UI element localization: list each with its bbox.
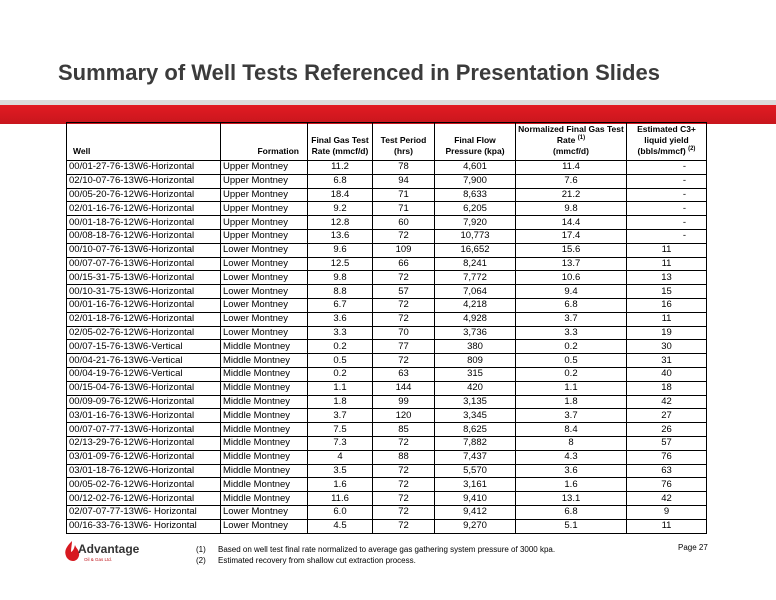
cell-well: 03/01-16-76-13W6-Horizontal [67, 409, 221, 423]
cell-c3-liquid-yield: 11 [627, 243, 707, 257]
cell-formation: Lower Montney [221, 271, 308, 285]
cell-final-flow-pressure: 8,241 [435, 257, 516, 271]
cell-test-period: 71 [373, 202, 435, 216]
header-normalized-label: Normalized Final Gas Test Rate [518, 124, 624, 145]
cell-final-gas-test-rate: 3.3 [308, 326, 373, 340]
table-row [67, 340, 707, 354]
cell-formation: Middle Montney [221, 436, 308, 450]
cell-formation: Lower Montney [221, 285, 308, 299]
cell-final-gas-test-rate: 6.7 [308, 298, 373, 312]
cell-normalized-rate: 3.3 [516, 326, 627, 340]
page-number: Page 27 [678, 543, 708, 552]
cell-c3-liquid-yield: 31 [627, 354, 707, 368]
cell-normalized-rate: 0.2 [516, 340, 627, 354]
footnotes [196, 544, 555, 566]
cell-final-flow-pressure: 315 [435, 367, 516, 381]
logo-name: Advantage [78, 542, 140, 556]
cell-final-flow-pressure: 420 [435, 381, 516, 395]
cell-final-gas-test-rate: 6.8 [308, 174, 373, 188]
cell-formation: Lower Montney [221, 505, 308, 519]
cell-normalized-rate: 9.8 [516, 202, 627, 216]
cell-c3-liquid-yield: 26 [627, 423, 707, 437]
cell-c3-liquid-yield: 42 [627, 492, 707, 506]
cell-c3-liquid-yield: 11 [627, 519, 707, 533]
table-row [67, 188, 707, 202]
cell-formation: Middle Montney [221, 340, 308, 354]
cell-final-flow-pressure: 380 [435, 340, 516, 354]
cell-well: 00/10-07-76-13W6-Horizontal [67, 243, 221, 257]
cell-well: 00/01-16-76-12W6-Horizontal [67, 298, 221, 312]
cell-formation: Middle Montney [221, 409, 308, 423]
cell-final-flow-pressure: 3,736 [435, 326, 516, 340]
cell-c3-liquid-yield: 9 [627, 505, 707, 519]
cell-formation: Upper Montney [221, 216, 308, 230]
cell-normalized-rate: 3.6 [516, 464, 627, 478]
footnote-1-text: Based on well test final rate normalized to average gas gathering system pressure of 3000 kpa. [218, 545, 556, 554]
cell-test-period: 72 [373, 519, 435, 533]
cell-formation: Middle Montney [221, 478, 308, 492]
cell-final-gas-test-rate: 4.5 [308, 519, 373, 533]
cell-well: 02/05-02-76-12W6-Horizontal [67, 326, 221, 340]
header-formation: Formation [221, 123, 308, 161]
table-row [67, 409, 707, 423]
table-row [67, 436, 707, 450]
cell-formation: Lower Montney [221, 243, 308, 257]
header-normalized-rate [516, 123, 627, 161]
header-normalized-unit: (mmcf/d) [553, 146, 589, 156]
cell-formation: Upper Montney [221, 161, 308, 175]
cell-normalized-rate: 8.4 [516, 423, 627, 437]
cell-test-period: 63 [373, 367, 435, 381]
cell-normalized-rate: 13.1 [516, 492, 627, 506]
cell-final-gas-test-rate: 13.6 [308, 229, 373, 243]
cell-final-flow-pressure: 7,920 [435, 216, 516, 230]
footnote-2 [196, 555, 555, 566]
cell-test-period: 60 [373, 216, 435, 230]
cell-formation: Upper Montney [221, 174, 308, 188]
cell-final-gas-test-rate: 11.2 [308, 161, 373, 175]
footnote-1 [196, 544, 555, 555]
table-row [67, 395, 707, 409]
cell-well: 00/01-27-76-13W6-Horizontal [67, 161, 221, 175]
cell-test-period: 85 [373, 423, 435, 437]
cell-well: 00/04-21-76-13W6-Vertical [67, 354, 221, 368]
table-header-row [67, 123, 707, 161]
cell-well: 00/08-18-76-12W6-Horizontal [67, 229, 221, 243]
cell-normalized-rate: 1.1 [516, 381, 627, 395]
cell-c3-liquid-yield: 76 [627, 450, 707, 464]
cell-formation: Middle Montney [221, 354, 308, 368]
cell-final-flow-pressure: 7,900 [435, 174, 516, 188]
cell-final-gas-test-rate: 9.6 [308, 243, 373, 257]
header-normalized-footnote: (1) [577, 135, 586, 142]
cell-normalized-rate: 10.6 [516, 271, 627, 285]
cell-final-gas-test-rate: 0.2 [308, 367, 373, 381]
cell-well: 03/01-09-76-12W6-Horizontal [67, 450, 221, 464]
cell-final-flow-pressure: 6,205 [435, 202, 516, 216]
cell-final-flow-pressure: 9,270 [435, 519, 516, 533]
cell-well: 00/07-07-76-13W6-Horizontal [67, 257, 221, 271]
page-title: Summary of Well Tests Referenced in Presentation Slides [58, 60, 660, 85]
well-tests-table [66, 122, 707, 534]
cell-well: 00/15-04-76-13W6-Horizontal [67, 381, 221, 395]
cell-well: 00/15-31-75-13W6-Horizontal [67, 271, 221, 285]
cell-c3-liquid-yield: 76 [627, 478, 707, 492]
cell-formation: Upper Montney [221, 229, 308, 243]
footnote-1-number: (1) [196, 545, 206, 554]
table-row [67, 243, 707, 257]
cell-final-gas-test-rate: 3.7 [308, 409, 373, 423]
cell-c3-liquid-yield: 15 [627, 285, 707, 299]
cell-final-flow-pressure: 8,633 [435, 188, 516, 202]
cell-final-flow-pressure: 16,652 [435, 243, 516, 257]
cell-c3-liquid-yield: - [627, 216, 707, 230]
header-c3-liquid-yield [627, 123, 707, 161]
table-row [67, 367, 707, 381]
cell-c3-liquid-yield: - [627, 174, 707, 188]
cell-c3-liquid-yield: 11 [627, 257, 707, 271]
table-row [67, 492, 707, 506]
cell-c3-liquid-yield: 16 [627, 298, 707, 312]
cell-final-gas-test-rate: 3.6 [308, 312, 373, 326]
table-row [67, 464, 707, 478]
cell-test-period: 70 [373, 326, 435, 340]
header-yield-unit: (bbls/mmcf) [637, 146, 686, 156]
cell-test-period: 78 [373, 161, 435, 175]
cell-normalized-rate: 5.1 [516, 519, 627, 533]
cell-final-gas-test-rate: 4 [308, 450, 373, 464]
cell-well: 02/01-18-76-12W6-Horizontal [67, 312, 221, 326]
table-row [67, 229, 707, 243]
cell-c3-liquid-yield: 11 [627, 312, 707, 326]
cell-test-period: 72 [373, 464, 435, 478]
cell-normalized-rate: 17.4 [516, 229, 627, 243]
cell-formation: Middle Montney [221, 395, 308, 409]
cell-test-period: 88 [373, 450, 435, 464]
cell-formation: Middle Montney [221, 464, 308, 478]
footnote-2-number: (2) [196, 556, 206, 565]
cell-formation: Middle Montney [221, 381, 308, 395]
cell-normalized-rate: 21.2 [516, 188, 627, 202]
table-row [67, 271, 707, 285]
cell-test-period: 72 [373, 312, 435, 326]
cell-test-period: 72 [373, 229, 435, 243]
cell-final-gas-test-rate: 7.3 [308, 436, 373, 450]
cell-test-period: 72 [373, 354, 435, 368]
cell-final-flow-pressure: 3,161 [435, 478, 516, 492]
cell-final-gas-test-rate: 0.2 [308, 340, 373, 354]
cell-normalized-rate: 0.5 [516, 354, 627, 368]
table-row [67, 257, 707, 271]
cell-final-flow-pressure: 7,882 [435, 436, 516, 450]
cell-well: 02/13-29-76-12W6-Horizontal [67, 436, 221, 450]
cell-well: 03/01-18-76-12W6-Horizontal [67, 464, 221, 478]
cell-final-flow-pressure: 4,218 [435, 298, 516, 312]
cell-formation: Middle Montney [221, 450, 308, 464]
cell-c3-liquid-yield: 18 [627, 381, 707, 395]
cell-test-period: 144 [373, 381, 435, 395]
table-row [67, 381, 707, 395]
table-row [67, 216, 707, 230]
cell-formation: Middle Montney [221, 492, 308, 506]
cell-well: 02/07-07-77-13W6- Horizontal [67, 505, 221, 519]
cell-c3-liquid-yield: - [627, 188, 707, 202]
table-row [67, 354, 707, 368]
company-logo [62, 540, 182, 576]
cell-final-flow-pressure: 9,410 [435, 492, 516, 506]
cell-final-gas-test-rate: 7.5 [308, 423, 373, 437]
cell-final-gas-test-rate: 12.8 [308, 216, 373, 230]
table-row [67, 298, 707, 312]
cell-test-period: 109 [373, 243, 435, 257]
cell-test-period: 72 [373, 492, 435, 506]
cell-test-period: 71 [373, 188, 435, 202]
cell-formation: Upper Montney [221, 202, 308, 216]
header-yield-footnote: (2) [688, 146, 696, 153]
cell-c3-liquid-yield: 27 [627, 409, 707, 423]
cell-normalized-rate: 9.4 [516, 285, 627, 299]
cell-final-flow-pressure: 5,570 [435, 464, 516, 478]
cell-final-flow-pressure: 7,437 [435, 450, 516, 464]
cell-normalized-rate: 14.4 [516, 216, 627, 230]
cell-normalized-rate: 7.6 [516, 174, 627, 188]
cell-test-period: 72 [373, 505, 435, 519]
cell-final-flow-pressure: 3,135 [435, 395, 516, 409]
cell-final-flow-pressure: 7,772 [435, 271, 516, 285]
cell-c3-liquid-yield: 13 [627, 271, 707, 285]
cell-normalized-rate: 1.6 [516, 478, 627, 492]
cell-final-gas-test-rate: 11.6 [308, 492, 373, 506]
cell-test-period: 99 [373, 395, 435, 409]
cell-formation: Lower Montney [221, 257, 308, 271]
cell-test-period: 66 [373, 257, 435, 271]
table-row [67, 312, 707, 326]
cell-c3-liquid-yield: - [627, 229, 707, 243]
cell-c3-liquid-yield: 57 [627, 436, 707, 450]
header-test-period: Test Period (hrs) [373, 123, 435, 161]
cell-well: 00/05-02-76-12W6-Horizontal [67, 478, 221, 492]
cell-final-flow-pressure: 3,345 [435, 409, 516, 423]
cell-final-flow-pressure: 809 [435, 354, 516, 368]
cell-final-flow-pressure: 10,773 [435, 229, 516, 243]
cell-formation: Middle Montney [221, 367, 308, 381]
cell-c3-liquid-yield: 42 [627, 395, 707, 409]
cell-well: 00/16-33-76-13W6- Horizontal [67, 519, 221, 533]
cell-normalized-rate: 3.7 [516, 409, 627, 423]
cell-test-period: 72 [373, 271, 435, 285]
cell-test-period: 57 [373, 285, 435, 299]
table-row [67, 423, 707, 437]
cell-c3-liquid-yield: 30 [627, 340, 707, 354]
header-yield-label: Estimated C3+ liquid yield [637, 124, 696, 145]
cell-well: 00/04-19-76-12W6-Vertical [67, 367, 221, 381]
cell-normalized-rate: 1.8 [516, 395, 627, 409]
cell-final-gas-test-rate: 3.5 [308, 464, 373, 478]
cell-well: 00/10-31-75-13W6-Horizontal [67, 285, 221, 299]
table-row [67, 285, 707, 299]
cell-formation: Lower Montney [221, 298, 308, 312]
cell-well: 00/05-20-76-12W6-Horizontal [67, 188, 221, 202]
footnote-2-text: Estimated recovery from shallow cut extraction process. [218, 556, 416, 565]
table-row [67, 202, 707, 216]
cell-c3-liquid-yield: - [627, 202, 707, 216]
cell-final-gas-test-rate: 9.8 [308, 271, 373, 285]
cell-formation: Lower Montney [221, 519, 308, 533]
cell-normalized-rate: 3.7 [516, 312, 627, 326]
cell-test-period: 94 [373, 174, 435, 188]
cell-final-gas-test-rate: 0.5 [308, 354, 373, 368]
cell-final-gas-test-rate: 12.5 [308, 257, 373, 271]
cell-formation: Middle Montney [221, 423, 308, 437]
cell-well: 00/12-02-76-12W6-Horizontal [67, 492, 221, 506]
table-row [67, 478, 707, 492]
header-final-gas-test-rate: Final Gas Test Rate (mmcf/d) [308, 123, 373, 161]
cell-final-flow-pressure: 4,928 [435, 312, 516, 326]
table-body [67, 161, 707, 534]
cell-test-period: 77 [373, 340, 435, 354]
cell-well: 00/09-09-76-12W6-Horizontal [67, 395, 221, 409]
cell-final-gas-test-rate: 1.8 [308, 395, 373, 409]
table-row [67, 519, 707, 533]
cell-test-period: 72 [373, 436, 435, 450]
header-well: Well [67, 123, 221, 161]
header-final-flow-pressure: Final Flow Pressure (kpa) [435, 123, 516, 161]
cell-final-gas-test-rate: 8.8 [308, 285, 373, 299]
table-row [67, 450, 707, 464]
table-row [67, 174, 707, 188]
cell-normalized-rate: 6.8 [516, 505, 627, 519]
cell-final-gas-test-rate: 1.1 [308, 381, 373, 395]
table-row [67, 326, 707, 340]
cell-test-period: 120 [373, 409, 435, 423]
cell-formation: Lower Montney [221, 312, 308, 326]
cell-normalized-rate: 13.7 [516, 257, 627, 271]
cell-normalized-rate: 0.2 [516, 367, 627, 381]
cell-c3-liquid-yield: 40 [627, 367, 707, 381]
cell-final-gas-test-rate: 18.4 [308, 188, 373, 202]
cell-well: 02/10-07-76-13W6-Horizontal [67, 174, 221, 188]
cell-final-flow-pressure: 4,601 [435, 161, 516, 175]
cell-test-period: 72 [373, 478, 435, 492]
logo-subtitle: Oil & Gas Ltd. [84, 557, 113, 562]
cell-normalized-rate: 8 [516, 436, 627, 450]
cell-normalized-rate: 4.3 [516, 450, 627, 464]
table-row [67, 161, 707, 175]
cell-normalized-rate: 15.6 [516, 243, 627, 257]
cell-normalized-rate: 6.8 [516, 298, 627, 312]
cell-normalized-rate: 11.4 [516, 161, 627, 175]
cell-final-flow-pressure: 9,412 [435, 505, 516, 519]
cell-final-flow-pressure: 7,064 [435, 285, 516, 299]
cell-final-flow-pressure: 8,625 [435, 423, 516, 437]
table-row [67, 505, 707, 519]
cell-well: 02/01-16-76-12W6-Horizontal [67, 202, 221, 216]
cell-well: 00/07-07-77-13W6-Horizontal [67, 423, 221, 437]
cell-final-gas-test-rate: 9.2 [308, 202, 373, 216]
cell-c3-liquid-yield: 19 [627, 326, 707, 340]
cell-well: 00/01-18-76-12W6-Horizontal [67, 216, 221, 230]
cell-formation: Upper Montney [221, 188, 308, 202]
cell-final-gas-test-rate: 6.0 [308, 505, 373, 519]
cell-formation: Lower Montney [221, 326, 308, 340]
cell-test-period: 72 [373, 298, 435, 312]
cell-well: 00/07-15-76-13W6-Vertical [67, 340, 221, 354]
cell-c3-liquid-yield: 63 [627, 464, 707, 478]
cell-c3-liquid-yield: - [627, 161, 707, 175]
cell-final-gas-test-rate: 1.6 [308, 478, 373, 492]
